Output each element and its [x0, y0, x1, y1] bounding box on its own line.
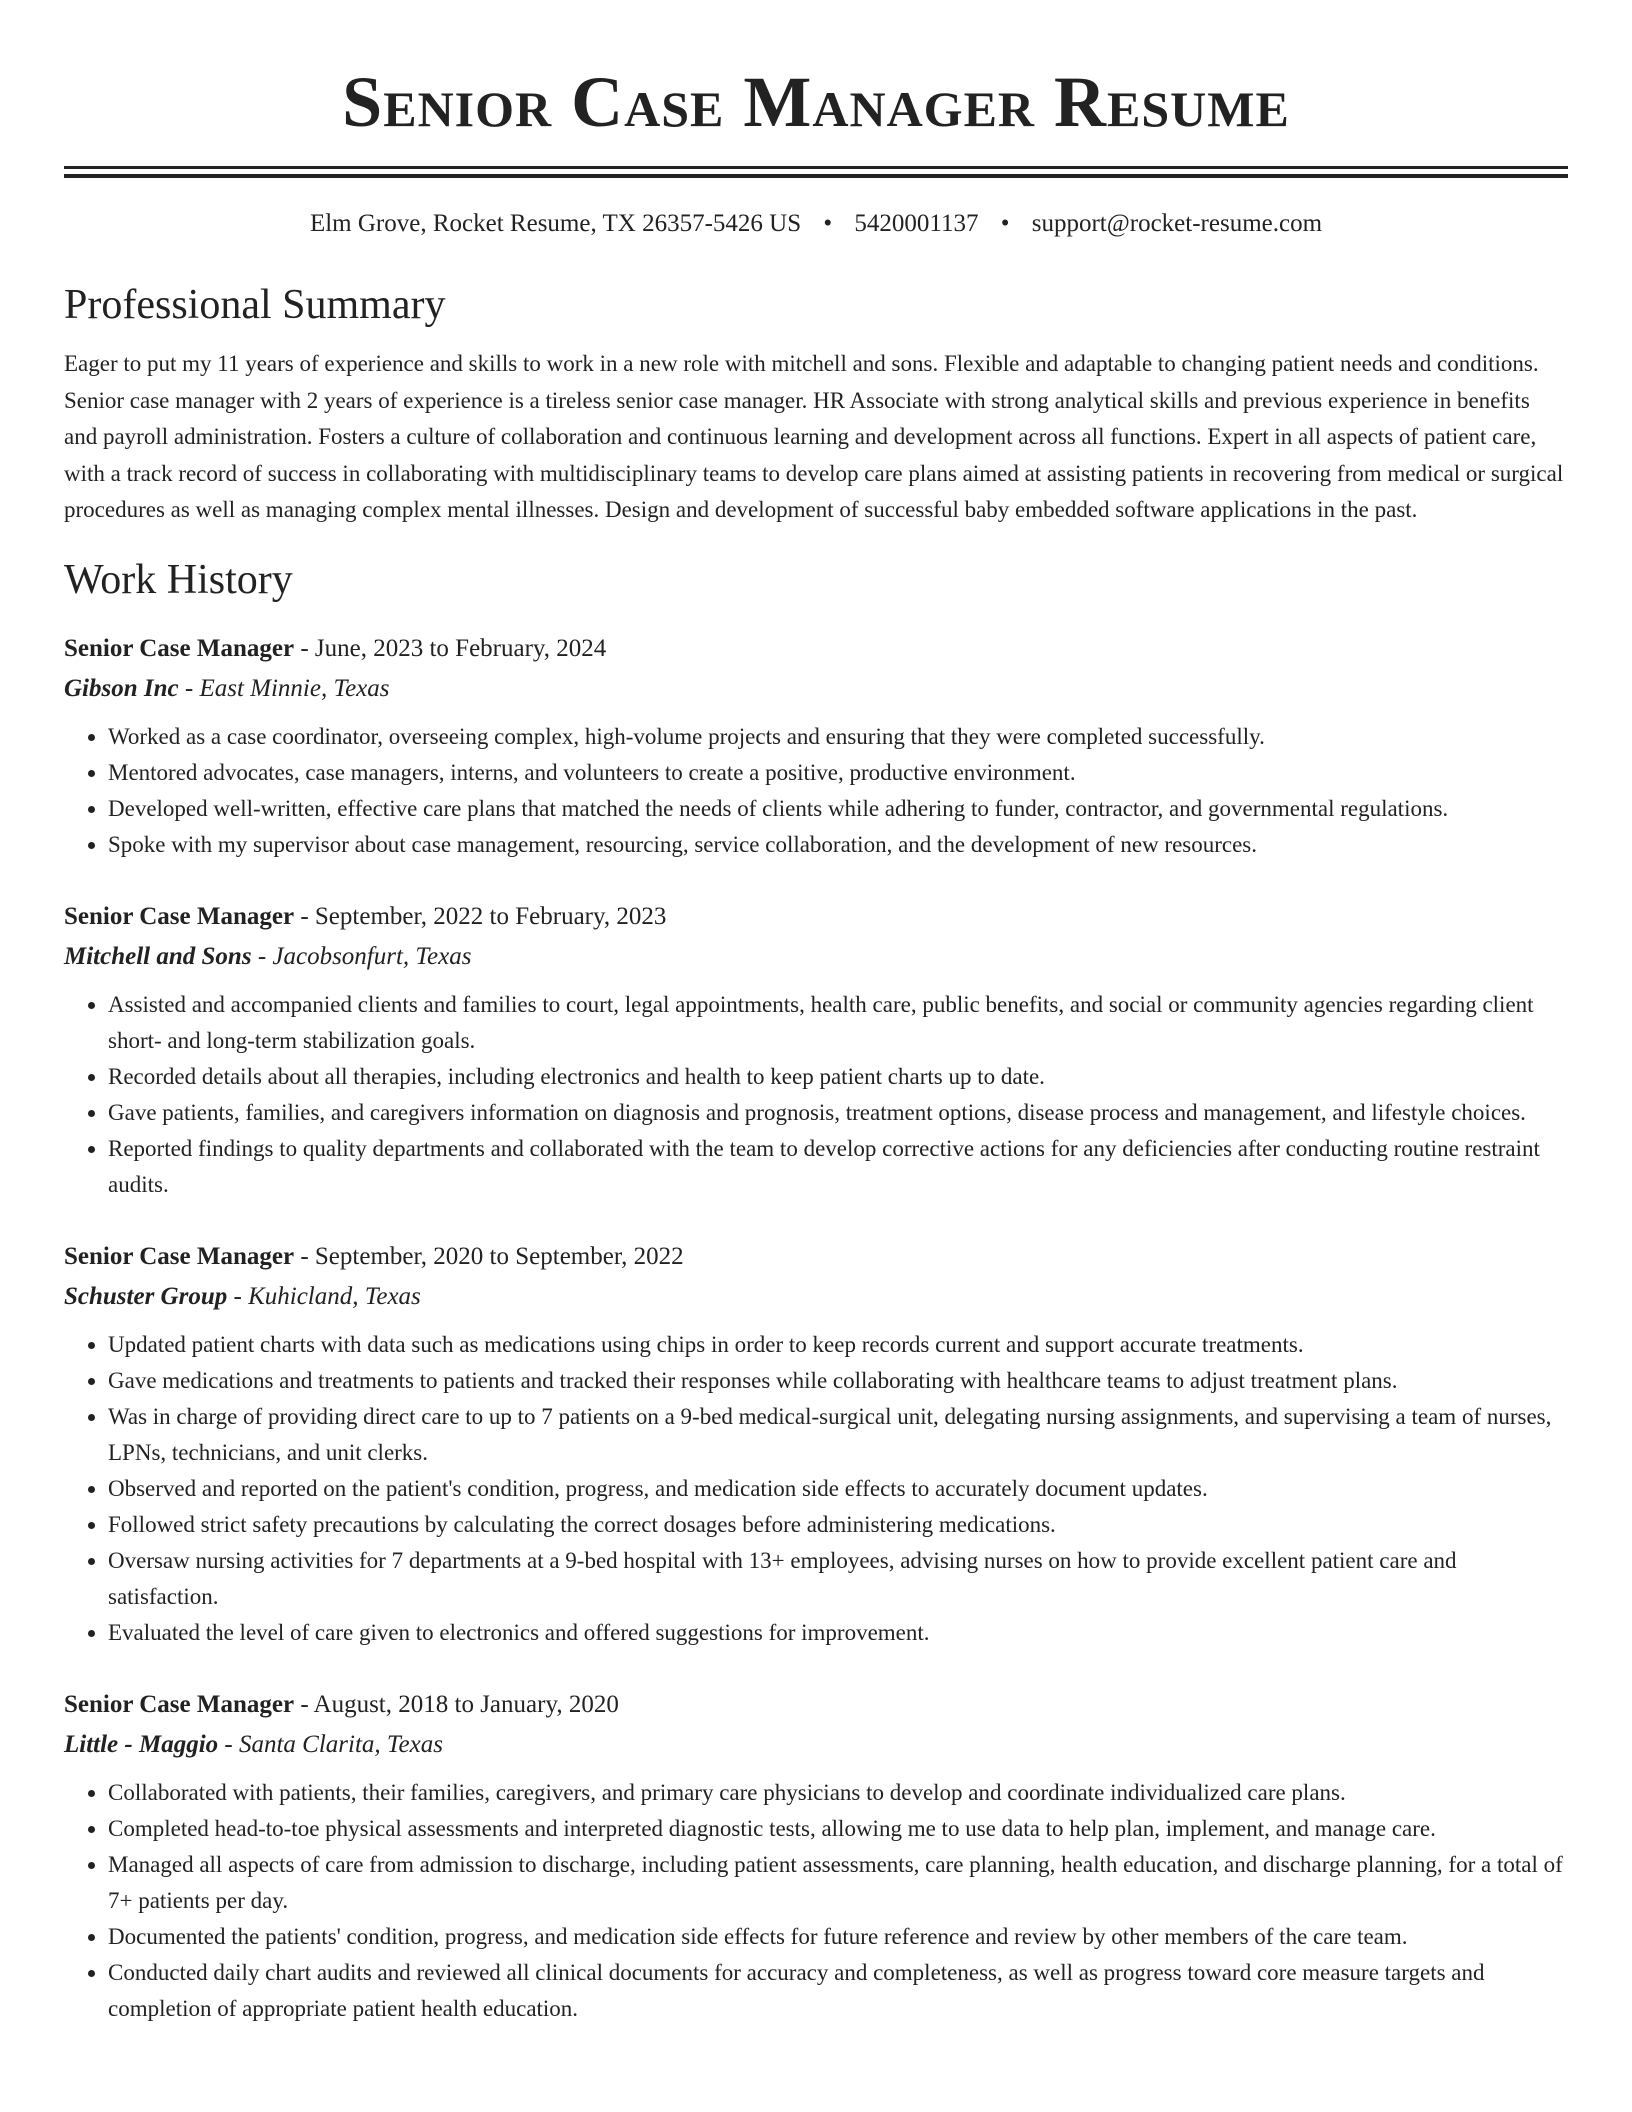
job-bullet: • Recorded details about all therapies, including electronics and health to keep patient charts up to date. [108, 1059, 1568, 1095]
job-title: Senior Case Manager [64, 1242, 295, 1270]
job-bullet: • Documented the patients' condition, progress, and medication side effects for future reference and review by other members of the care team. [108, 1919, 1568, 1955]
job-bullet: • Oversaw nursing activities for 7 departments at a 9-bed hospital with 13+ employees, advising nurses on how to provide excellent patient care and satisfaction. [108, 1543, 1568, 1615]
job-bullet: • Gave medications and treatments to patients and tracked their responses while collaborating with healthcare teams to adjust treatment plans. [108, 1363, 1568, 1399]
job-title-line [64, 1685, 1568, 1725]
job-company-line [64, 1277, 1568, 1317]
job-entry [64, 629, 1568, 863]
job-bullet: • Observed and reported on the patient's condition, progress, and medication side effects to accurately document updates. [108, 1471, 1568, 1507]
contact-separator: • [823, 210, 833, 237]
summary-text: Eager to put my 11 years of experience and skills to work in a new role with mitchell and sons. Flexible and adaptable to changing patient needs and conditions. Senior case manager with 2 years of experience is a tireless senior case manager. HR Associate with strong analytical skills and previous experience in benefits and payroll administration. Fosters a culture of collaboration and continuous learning and development across all functions. Expert in all aspects of patient care, with a track record of success in collaborating with multidisciplinary teams to develop care plans aimed at assisting patients in recovering from medical or surgical procedures as well as managing complex mental illnesses. Design and development of successful baby embedded software applications in the past. [64, 351, 1564, 522]
job-bullet: • Gave patients, families, and caregivers information on diagnosis and prognosis, treatment options, disease process and management, and lifestyle choices. [108, 1095, 1568, 1131]
contact-separator: • [1000, 210, 1010, 237]
job-bullet: • Collaborated with patients, their families, caregivers, and primary care physicians to develop and coordinate individualized care plans. [108, 1775, 1568, 1811]
job-bullet: • Completed head-to-toe physical assessments and interpreted diagnostic tests, allowing me to use data to help plan, implement, and manage care. [108, 1811, 1568, 1847]
job-bullet: • Managed all aspects of care from admission to discharge, including patient assessments, care planning, health education, and discharge planning, for a total of 7+ patients per day. [108, 1847, 1568, 1919]
job-entry [64, 1685, 1568, 2027]
job-dates: - August, 2018 to January, 2020 [294, 1690, 619, 1718]
job-bullet-list [64, 987, 1568, 1203]
job-entry [64, 897, 1568, 1203]
job-company-line [64, 669, 1568, 709]
job-bullet: • Spoke with my supervisor about case management, resourcing, service collaboration, and the development of new resources. [108, 827, 1568, 863]
job-bullet: • Developed well-written, effective care plans that matched the needs of clients while adhering to funder, contractor, and governmental regulations. [108, 791, 1568, 827]
work-history-heading: Work History [64, 556, 293, 603]
contact-line [64, 208, 1568, 240]
job-company: Little - Maggio [64, 1730, 219, 1758]
summary-heading: Professional Summary [64, 282, 446, 328]
job-title-line [64, 897, 1568, 937]
contact-phone: 5420001137 [854, 210, 979, 237]
job-bullet-list [64, 1775, 1568, 2027]
job-title: Senior Case Manager [64, 902, 295, 930]
job-company: Gibson Inc [64, 674, 179, 702]
contact-email: support@rocket-resume.com [1031, 210, 1323, 237]
job-company-line [64, 1725, 1568, 1765]
job-bullet: • Followed strict safety precautions by calculating the correct dosages before administering medications. [108, 1507, 1568, 1543]
job-title-line [64, 1237, 1568, 1277]
job-dates: - September, 2022 to February, 2023 [294, 902, 667, 930]
job-title-line [64, 629, 1568, 669]
job-bullet-list [64, 719, 1568, 863]
job-bullet: • Updated patient charts with data such as medications using chips in order to keep records current and support accurate treatments. [108, 1327, 1568, 1363]
job-bullet: • Evaluated the level of care given to electronics and offered suggestions for improvement. [108, 1615, 1568, 1651]
job-title: Senior Case Manager [64, 1690, 295, 1718]
job-location: - Santa Clarita, Texas [218, 1730, 443, 1758]
job-bullet-list [64, 1327, 1568, 1651]
job-title: Senior Case Manager [64, 634, 295, 662]
job-bullet: • Worked as a case coordinator, overseeing complex, high-volume projects and ensuring that they were completed successfully. [108, 719, 1568, 755]
job-bullet: • Conducted daily chart audits and reviewed all clinical documents for accuracy and completeness, as well as progress toward core measure targets and completion of appropriate patient health education. [108, 1955, 1568, 2027]
title-divider [64, 166, 1568, 178]
job-bullet: • Reported findings to quality departments and collaborated with the team to develop corrective actions for any deficiencies after conducting routine restraint audits. [108, 1131, 1568, 1203]
job-bullet: • Mentored advocates, case managers, interns, and volunteers to create a positive, productive environment. [108, 755, 1568, 791]
contact-address: Elm Grove, Rocket Resume, TX 26357-5426 US [309, 210, 802, 237]
job-entry [64, 1237, 1568, 1651]
job-company: Mitchell and Sons [64, 942, 252, 970]
job-dates: - June, 2023 to February, 2024 [294, 634, 607, 662]
resume-title: Senior Case Manager Resume [342, 62, 1290, 142]
job-bullet: • Assisted and accompanied clients and families to court, legal appointments, health care, public benefits, and social or community agencies regarding client short- and long-term stabilization goals. [108, 987, 1568, 1059]
job-location: - East Minnie, Texas [178, 674, 390, 702]
job-location: - Kuhicland, Texas [227, 1282, 421, 1310]
job-dates: - September, 2020 to September, 2022 [294, 1242, 684, 1270]
job-location: - Jacobsonfurt, Texas [251, 942, 472, 970]
job-company: Schuster Group [64, 1282, 228, 1310]
job-bullet: • Was in charge of providing direct care to up to 7 patients on a 9-bed medical-surgical unit, delegating nursing assignments, and supervising a team of nurses, LPNs, technicians, and unit clerks. [108, 1399, 1568, 1471]
job-company-line [64, 937, 1568, 977]
